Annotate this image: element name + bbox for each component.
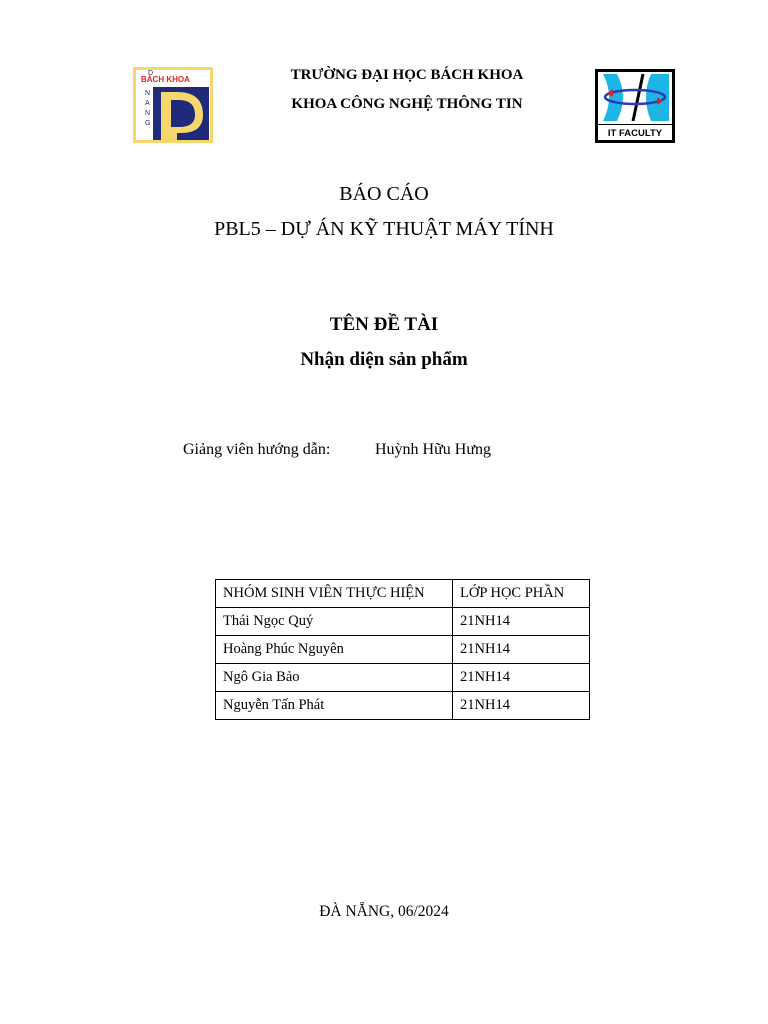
table-row: [216, 636, 590, 664]
svg-text:BÁCH KHOA: BÁCH KHOA: [141, 75, 190, 84]
supervisor-label: Giảng viên hướng dẫn:: [183, 441, 331, 458]
bach-khoa-logo: [133, 67, 213, 143]
table-header-group: NHÓM SINH VIÊN THỰC HIỆN: [216, 580, 453, 608]
table-header-class: LỚP HỌC PHẦN: [453, 580, 590, 608]
topic-name: Nhận diện sản phẩm: [300, 349, 468, 370]
svg-text:N: N: [145, 110, 151, 117]
it-faculty-logo: [595, 69, 675, 143]
faculty-name: KHOA CÔNG NGHỆ THÔNG TIN: [291, 96, 523, 112]
table-row: [216, 692, 590, 720]
student-class: 21NH14: [453, 608, 590, 636]
report-label: BÁO CÁO: [339, 183, 429, 205]
course-title: PBL5 – DỰ ÁN KỸ THUẬT MÁY TÍNH: [214, 218, 554, 240]
svg-text:D: D: [148, 70, 154, 77]
supervisor-name: Huỳnh Hữu Hưng: [375, 441, 492, 458]
student-name: Thái Ngọc Quý: [216, 608, 453, 636]
student-class: 21NH14: [453, 664, 590, 692]
student-name: Ngô Gia Bảo: [216, 664, 453, 692]
students-table: [215, 579, 590, 720]
student-name: Hoàng Phúc Nguyên: [216, 636, 453, 664]
university-name: TRƯỜNG ĐẠI HỌC BÁCH KHOA: [290, 67, 524, 83]
topic-label: TÊN ĐỀ TÀI: [329, 314, 439, 335]
table-header-row: [216, 580, 590, 608]
place-date: ĐÀ NẴNG, 06/2024: [319, 903, 449, 920]
student-name: Nguyễn Tấn Phát: [216, 692, 453, 720]
svg-text:A: A: [145, 100, 150, 107]
table-row: [216, 608, 590, 636]
student-class: 21NH14: [453, 692, 590, 720]
svg-text:IT FACULTY: IT FACULTY: [607, 128, 663, 139]
svg-text:N: N: [145, 90, 151, 97]
student-class: 21NH14: [453, 636, 590, 664]
svg-text:G: G: [145, 120, 151, 127]
table-row: [216, 664, 590, 692]
